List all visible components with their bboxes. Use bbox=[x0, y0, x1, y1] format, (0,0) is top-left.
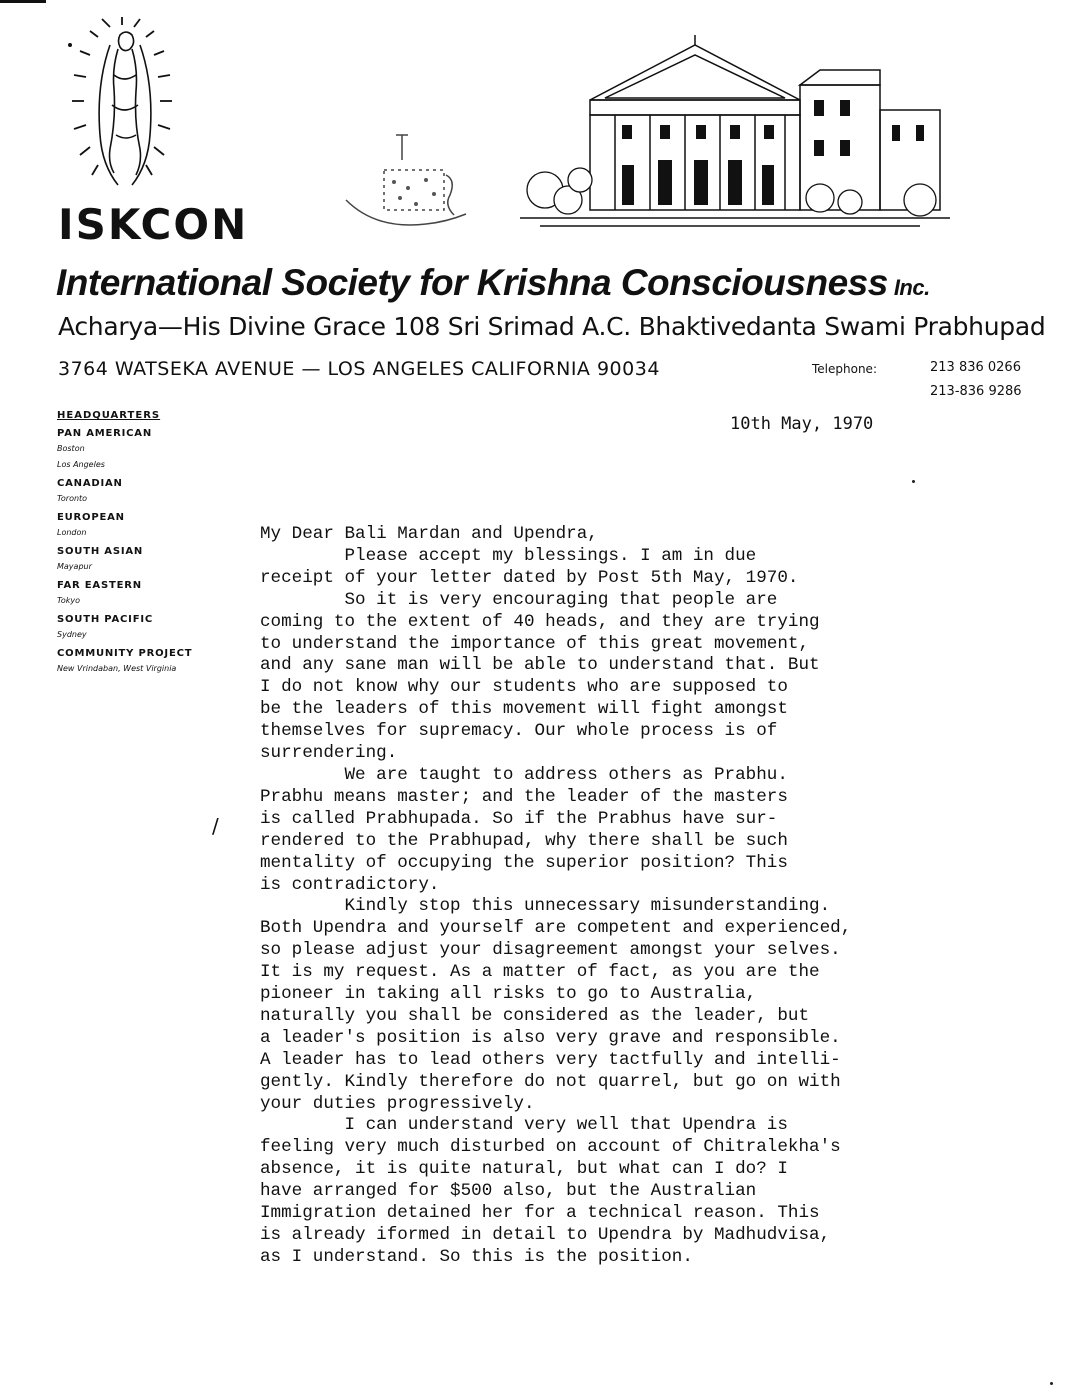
temple-building-icon bbox=[520, 30, 950, 235]
telephone-number-1: 213 836 0266 bbox=[930, 360, 1021, 375]
region-city: Los Angeles bbox=[57, 460, 105, 469]
region-city: New Vrindaban, West Virginia bbox=[57, 664, 177, 673]
region-name: CANADIAN bbox=[57, 478, 123, 489]
region-city: London bbox=[57, 528, 87, 537]
address-line: 3764 WATSEKA AVENUE — LOS ANGELES CALIFORNIA 90034 bbox=[58, 358, 660, 380]
region-city: Tokyo bbox=[57, 596, 81, 605]
region-city: Sydney bbox=[57, 630, 87, 639]
region-city: Boston bbox=[57, 444, 85, 453]
acharya-line: Acharya—His Divine Grace 108 Sri Srimad A.C. Bhaktivedanta Swami Prabhupad bbox=[58, 312, 1046, 341]
org-suffix: Inc. bbox=[893, 275, 930, 300]
region-name: FAR EASTERN bbox=[57, 580, 142, 591]
letter-salutation: My Dear Bali Mardan and Upendra, bbox=[260, 524, 598, 544]
telephone-number-2: 213-836 9286 bbox=[930, 384, 1022, 399]
margin-tick-mark: / bbox=[212, 814, 219, 838]
speck-mark bbox=[1050, 1382, 1053, 1385]
letter-date: 10th May, 1970 bbox=[730, 414, 874, 434]
org-full-text: International Society for Krishna Consciousness bbox=[56, 262, 888, 303]
letter-text bbox=[260, 524, 1020, 1269]
speck-mark bbox=[912, 480, 915, 483]
org-short-name: ISKCON bbox=[58, 200, 249, 249]
faded-stamp bbox=[336, 130, 506, 240]
sidebar-heading: HEADQUARTERS bbox=[57, 410, 161, 421]
region-name: COMMUNITY PROJECT bbox=[57, 648, 193, 659]
krishna-figure-icon bbox=[62, 15, 182, 190]
letter-body: Please accept my blessings. I am in due receipt of your letter dated by Post 5th May, 1970. So it is very encouraging that people are coming to the extent of 40 heads, and they are trying to understand the importance of this great movement, and any sane man will be able to understand that. But I do not know why our students who are supposed to be the leaders of this movement will fight amongst themselves for supremacy. Our whole process is of surrendering. We are taught to address others as Prabhu. Prabhu means master; and the leader of the masters is called Prabhupada. So if the Prabhus have sur- rendered to the Prabhupad, why there shall be such mentality of occupying the superior position? This is contradictory. Kindly stop this unnecessary misunderstanding. Both Upendra and yourself are competent and experienced, so please adjust your disagreement amongst your selves. It is my request. As a matter of fact, as you are the pioneer in taking all risks to go to Australia, naturally you shall be considered as the leader, but a leader's position is also very grave and responsible. A leader has to lead others very tactfully and intelli- gently. Kindly therefore do not quarrel, but go on with your duties progressively. I can understand very well that Upendra is feeling very much disturbed on account of Chitralekha's absence, it is quite natural, but what can I do? I have arranged for $500 also, but the Australian Immigration detained her for a technical reason. This is already iformed in detail to Upendra by Madhudvisa, as I understand. So this is the position. bbox=[260, 545, 852, 1267]
region-city: Mayapur bbox=[57, 562, 92, 571]
headquarters-sidebar bbox=[57, 410, 242, 675]
region-name: SOUTH ASIAN bbox=[57, 546, 144, 557]
region-name: EUROPEAN bbox=[57, 512, 125, 523]
scan-edge-line bbox=[0, 0, 46, 3]
region-name: SOUTH PACIFIC bbox=[57, 614, 153, 625]
region-name: PAN AMERICAN bbox=[57, 428, 152, 439]
telephone-label: Telephone: bbox=[812, 362, 877, 376]
org-full-name bbox=[56, 262, 930, 304]
region-city: Toronto bbox=[57, 494, 88, 503]
